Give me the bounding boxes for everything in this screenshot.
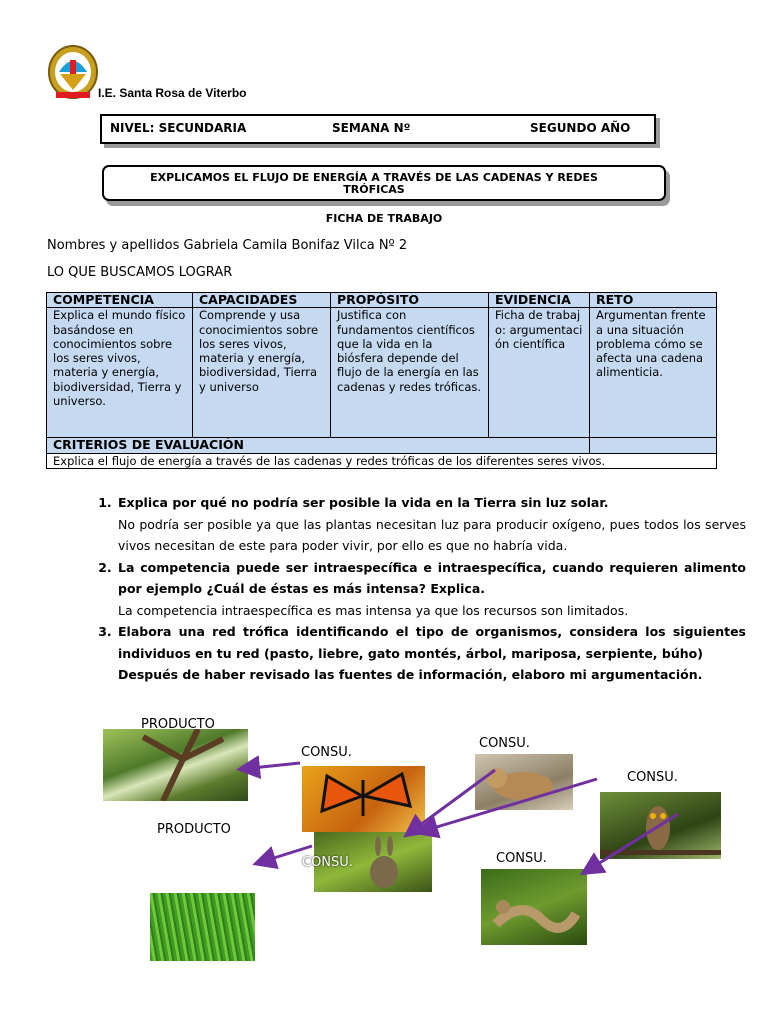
question-text: Explica por qué no podría ser posible la vida en la Tierra sin luz solar. bbox=[118, 495, 609, 510]
criteria-heading-row bbox=[47, 438, 717, 453]
arrow-wildcat-to-hare bbox=[408, 770, 495, 834]
cell-capacidades: Comprende y usa conocimientos sobre los seres vivos, materia y energía, biodiversidad, Tierra y universo bbox=[193, 308, 331, 438]
cell-competencia: Explica el mundo físico basándose en conocimientos sobre los seres vivos, materia y energía, biodiversidad, Tierra y universo. bbox=[47, 308, 193, 438]
document-title: EXPLICAMOS EL FLUJO DE ENERGÍA A TRAVÉS DE LAS CADENAS Y REDES TRÓFICAS bbox=[102, 165, 666, 201]
consumer-label-owl: CONSU. bbox=[627, 770, 678, 785]
food-web-arrows bbox=[0, 700, 768, 1000]
consumer-label-wildcat: CONSU. bbox=[479, 736, 530, 751]
producer-label-mid: PRODUCTO bbox=[157, 822, 231, 837]
header-reto: RETO bbox=[590, 293, 717, 308]
consumer-label-snake: CONSU. bbox=[496, 851, 547, 866]
cell-reto: Argumentan frente a una situación problema cómo se afecta una cadena alimenticia. bbox=[590, 308, 717, 438]
goal-heading: LO QUE BUSCAMOS LOGRAR bbox=[47, 265, 233, 280]
competency-table bbox=[46, 292, 717, 469]
header-proposito: PROPÓSITO bbox=[331, 293, 489, 308]
question-2 bbox=[116, 557, 746, 622]
question-3 bbox=[116, 621, 746, 686]
level-info-box bbox=[100, 114, 656, 144]
level-label: NIVEL: SECUNDARIA bbox=[110, 121, 247, 135]
worksheet-subtitle: FICHA DE TRABAJO bbox=[325, 212, 443, 225]
consumer-label-hare: CONSU. bbox=[302, 855, 353, 870]
header-capacidades: CAPACIDADES bbox=[193, 293, 331, 308]
consumer-label-butterfly: CONSU. bbox=[301, 745, 352, 760]
cell-proposito: Justifica con fundamentos científicos que la vida en la biósfera depende del flujo de la energía en las cadenas y redes tróficas. bbox=[331, 308, 489, 438]
arrow-butterfly-to-tree bbox=[242, 763, 300, 769]
header-evidencia: EVIDENCIA bbox=[489, 293, 590, 308]
grade-label: SEGUNDO AÑO bbox=[530, 121, 631, 135]
producer-label-top: PRODUCTO bbox=[141, 717, 215, 732]
question-1 bbox=[116, 492, 746, 557]
school-logo bbox=[46, 42, 100, 100]
table-row bbox=[47, 308, 717, 438]
criteria-heading: CRITERIOS DE EVALUACIÓN bbox=[47, 438, 590, 453]
criteria-text: Explica el flujo de energía a través de las cadenas y redes tróficas de los diferentes seres vivos. bbox=[47, 453, 717, 468]
student-name-line: Nombres y apellidos Gabriela Camila Bonifaz Vilca Nº 2 bbox=[47, 238, 408, 253]
week-label: SEMANA Nº bbox=[332, 121, 411, 135]
question-list bbox=[92, 492, 746, 686]
header-competencia: COMPETENCIA bbox=[47, 293, 193, 308]
criteria-empty-cell bbox=[590, 438, 717, 453]
cell-evidencia: Ficha de trabajo: argumentación científica bbox=[489, 308, 590, 438]
criteria-row bbox=[47, 453, 717, 468]
table-header-row bbox=[47, 293, 717, 308]
arrow-owl-to-snake bbox=[585, 814, 678, 872]
question-text: La competencia puede ser intraespecífica e intraespecífica, cuando requieren alimento por ejemplo ¿Cuál de éstas es más intensa? Explica. bbox=[118, 559, 746, 596]
question-text: Elabora una red trófica identificando el tipo de organismos, considera los siguientes individuos en tu red (pasto, liebre, gato montés, árbol, mariposa, serpiente, búho) bbox=[118, 624, 746, 661]
answer-text: No podría ser posible ya que las plantas necesitan luz para producir oxígeno, pues todos los serves vivos necesitan de este para poder vivir, por ello es que no habría vida. bbox=[118, 516, 746, 553]
argumentation-text: Después de haber revisado las fuentes de información, elaboro mi argumentación. bbox=[118, 667, 703, 682]
arrow-hare-to-grass bbox=[258, 846, 312, 863]
answer-text: La competencia intraespecífica es mas intensa ya que los recursos son limitados. bbox=[118, 602, 629, 618]
school-name: I.E. Santa Rosa de Viterbo bbox=[98, 86, 247, 100]
